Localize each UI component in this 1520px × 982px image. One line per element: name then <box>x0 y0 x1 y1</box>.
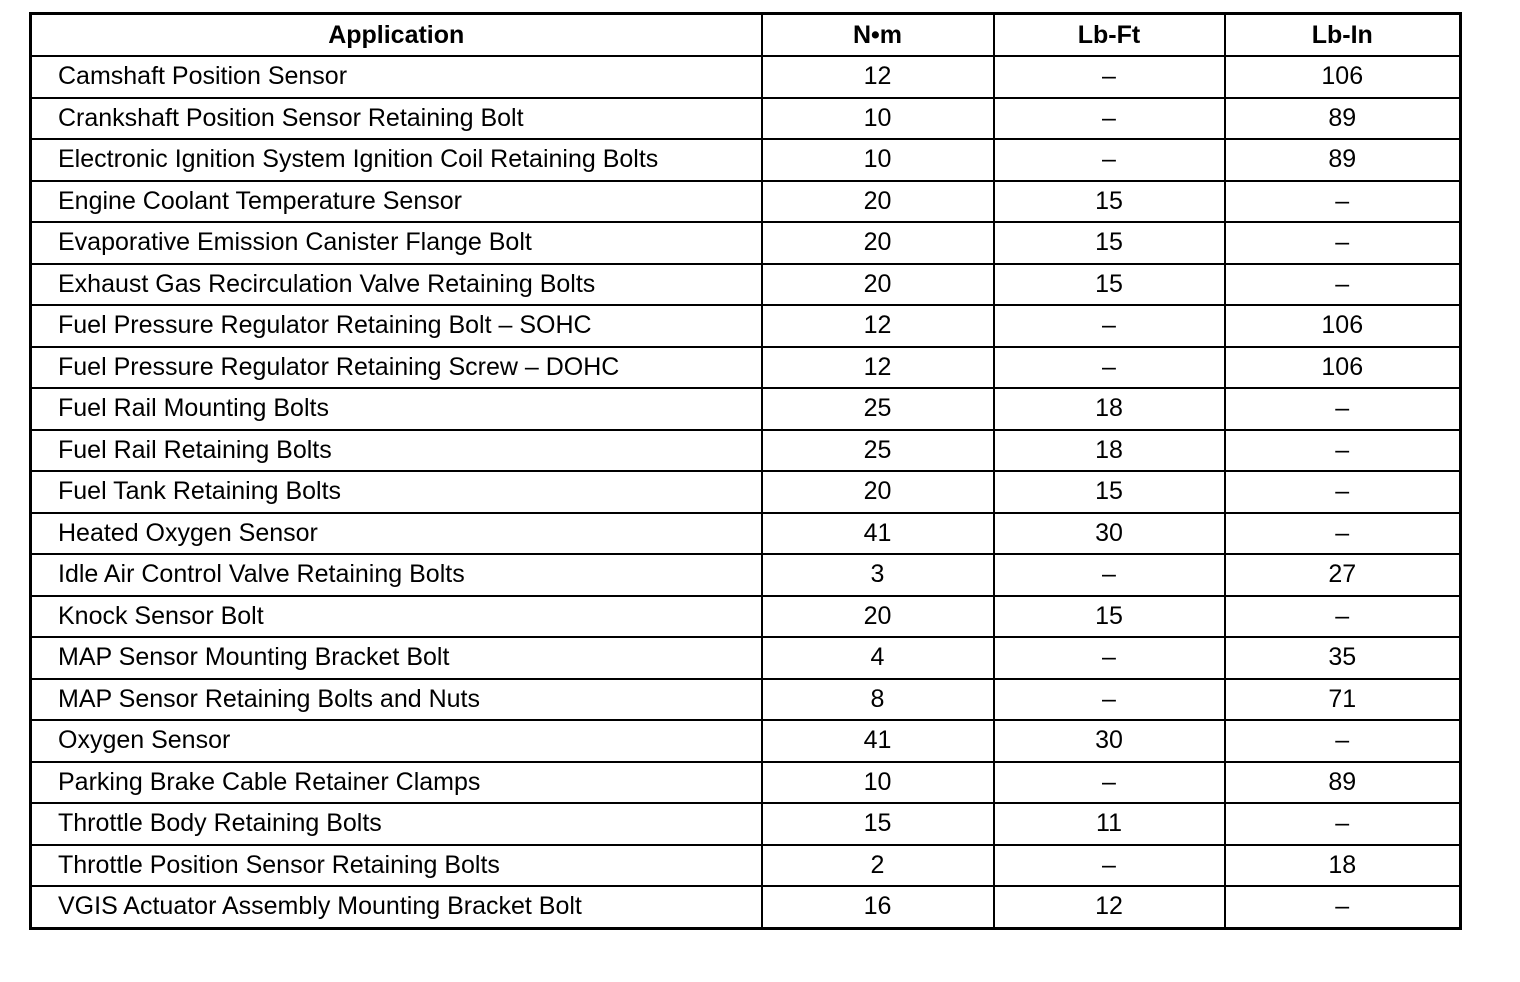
cell-application: Fuel Tank Retaining Bolts <box>31 471 762 513</box>
table-row <box>31 803 1461 845</box>
cell-nm: 41 <box>762 720 994 762</box>
cell-nm: 12 <box>762 347 994 389</box>
cell-lb-in: – <box>1225 513 1461 555</box>
table-row <box>31 596 1461 638</box>
table-row <box>31 430 1461 472</box>
cell-application: MAP Sensor Mounting Bracket Bolt <box>31 637 762 679</box>
cell-lb-in: 35 <box>1225 637 1461 679</box>
cell-application: Fuel Pressure Regulator Retaining Screw – DOHC <box>31 347 762 389</box>
cell-lb-ft: 15 <box>994 222 1225 264</box>
cell-nm: 10 <box>762 139 994 181</box>
cell-lb-ft: 12 <box>994 886 1225 928</box>
cell-lb-ft: – <box>994 679 1225 721</box>
cell-nm: 10 <box>762 762 994 804</box>
cell-nm: 16 <box>762 886 994 928</box>
table-row <box>31 720 1461 762</box>
cell-lb-ft: – <box>994 554 1225 596</box>
cell-nm: 20 <box>762 181 994 223</box>
cell-nm: 20 <box>762 596 994 638</box>
table-row <box>31 471 1461 513</box>
table-row <box>31 139 1461 181</box>
cell-lb-ft: 11 <box>994 803 1225 845</box>
table-row <box>31 347 1461 389</box>
cell-lb-ft: – <box>994 347 1225 389</box>
cell-lb-in: 106 <box>1225 305 1461 347</box>
header-application: Application <box>31 14 762 57</box>
table-header <box>31 14 1461 57</box>
cell-nm: 12 <box>762 56 994 98</box>
cell-lb-ft: – <box>994 637 1225 679</box>
cell-lb-in: – <box>1225 264 1461 306</box>
table-row <box>31 845 1461 887</box>
cell-lb-in: – <box>1225 803 1461 845</box>
cell-lb-in: – <box>1225 388 1461 430</box>
cell-lb-ft: 18 <box>994 430 1225 472</box>
header-lb-ft: Lb-Ft <box>994 14 1225 57</box>
cell-application: Parking Brake Cable Retainer Clamps <box>31 762 762 804</box>
cell-lb-ft: 15 <box>994 471 1225 513</box>
table-row <box>31 762 1461 804</box>
header-lb-in: Lb-In <box>1225 14 1461 57</box>
cell-nm: 2 <box>762 845 994 887</box>
cell-application: Crankshaft Position Sensor Retaining Bolt <box>31 98 762 140</box>
cell-lb-ft: – <box>994 762 1225 804</box>
cell-application: Heated Oxygen Sensor <box>31 513 762 555</box>
cell-lb-ft: – <box>994 845 1225 887</box>
table-body <box>31 56 1461 928</box>
table-row <box>31 222 1461 264</box>
cell-lb-in: – <box>1225 471 1461 513</box>
header-row <box>31 14 1461 57</box>
cell-application: Electronic Ignition System Ignition Coil Retaining Bolts <box>31 139 762 181</box>
cell-lb-ft: – <box>994 139 1225 181</box>
cell-lb-in: – <box>1225 596 1461 638</box>
cell-nm: 10 <box>762 98 994 140</box>
cell-application: Fuel Pressure Regulator Retaining Bolt – SOHC <box>31 305 762 347</box>
cell-lb-in: – <box>1225 181 1461 223</box>
cell-application: Exhaust Gas Recirculation Valve Retaining Bolts <box>31 264 762 306</box>
cell-application: VGIS Actuator Assembly Mounting Bracket Bolt <box>31 886 762 928</box>
cell-nm: 8 <box>762 679 994 721</box>
cell-lb-in: – <box>1225 886 1461 928</box>
table-row <box>31 98 1461 140</box>
cell-lb-in: 71 <box>1225 679 1461 721</box>
table-row <box>31 305 1461 347</box>
cell-lb-in: 89 <box>1225 139 1461 181</box>
table-row <box>31 56 1461 98</box>
cell-nm: 20 <box>762 222 994 264</box>
cell-nm: 4 <box>762 637 994 679</box>
cell-nm: 25 <box>762 430 994 472</box>
cell-lb-in: 89 <box>1225 98 1461 140</box>
cell-lb-ft: 18 <box>994 388 1225 430</box>
cell-lb-ft: 30 <box>994 513 1225 555</box>
cell-application: Camshaft Position Sensor <box>31 56 762 98</box>
cell-lb-ft: – <box>994 56 1225 98</box>
cell-lb-in: 106 <box>1225 56 1461 98</box>
table-row <box>31 181 1461 223</box>
cell-application: MAP Sensor Retaining Bolts and Nuts <box>31 679 762 721</box>
table-row <box>31 264 1461 306</box>
table-row <box>31 554 1461 596</box>
cell-lb-in: – <box>1225 720 1461 762</box>
cell-lb-in: 106 <box>1225 347 1461 389</box>
cell-application: Oxygen Sensor <box>31 720 762 762</box>
cell-lb-ft: 15 <box>994 181 1225 223</box>
cell-lb-in: 18 <box>1225 845 1461 887</box>
cell-application: Engine Coolant Temperature Sensor <box>31 181 762 223</box>
cell-lb-ft: – <box>994 305 1225 347</box>
cell-nm: 20 <box>762 471 994 513</box>
cell-lb-ft: 30 <box>994 720 1225 762</box>
cell-lb-in: – <box>1225 222 1461 264</box>
cell-lb-in: 27 <box>1225 554 1461 596</box>
cell-nm: 20 <box>762 264 994 306</box>
cell-application: Knock Sensor Bolt <box>31 596 762 638</box>
cell-nm: 12 <box>762 305 994 347</box>
header-nm: N•m <box>762 14 994 57</box>
cell-lb-ft: – <box>994 98 1225 140</box>
cell-application: Idle Air Control Valve Retaining Bolts <box>31 554 762 596</box>
cell-nm: 3 <box>762 554 994 596</box>
table-row <box>31 679 1461 721</box>
torque-spec-table <box>29 12 1462 930</box>
cell-application: Fuel Rail Retaining Bolts <box>31 430 762 472</box>
table-row <box>31 513 1461 555</box>
cell-lb-ft: 15 <box>994 264 1225 306</box>
cell-nm: 41 <box>762 513 994 555</box>
table-row <box>31 388 1461 430</box>
cell-lb-ft: 15 <box>994 596 1225 638</box>
cell-application: Throttle Position Sensor Retaining Bolts <box>31 845 762 887</box>
cell-application: Throttle Body Retaining Bolts <box>31 803 762 845</box>
cell-nm: 25 <box>762 388 994 430</box>
cell-nm: 15 <box>762 803 994 845</box>
cell-lb-in: – <box>1225 430 1461 472</box>
cell-lb-in: 89 <box>1225 762 1461 804</box>
table-row <box>31 637 1461 679</box>
cell-application: Fuel Rail Mounting Bolts <box>31 388 762 430</box>
table-row <box>31 886 1461 928</box>
cell-application: Evaporative Emission Canister Flange Bolt <box>31 222 762 264</box>
